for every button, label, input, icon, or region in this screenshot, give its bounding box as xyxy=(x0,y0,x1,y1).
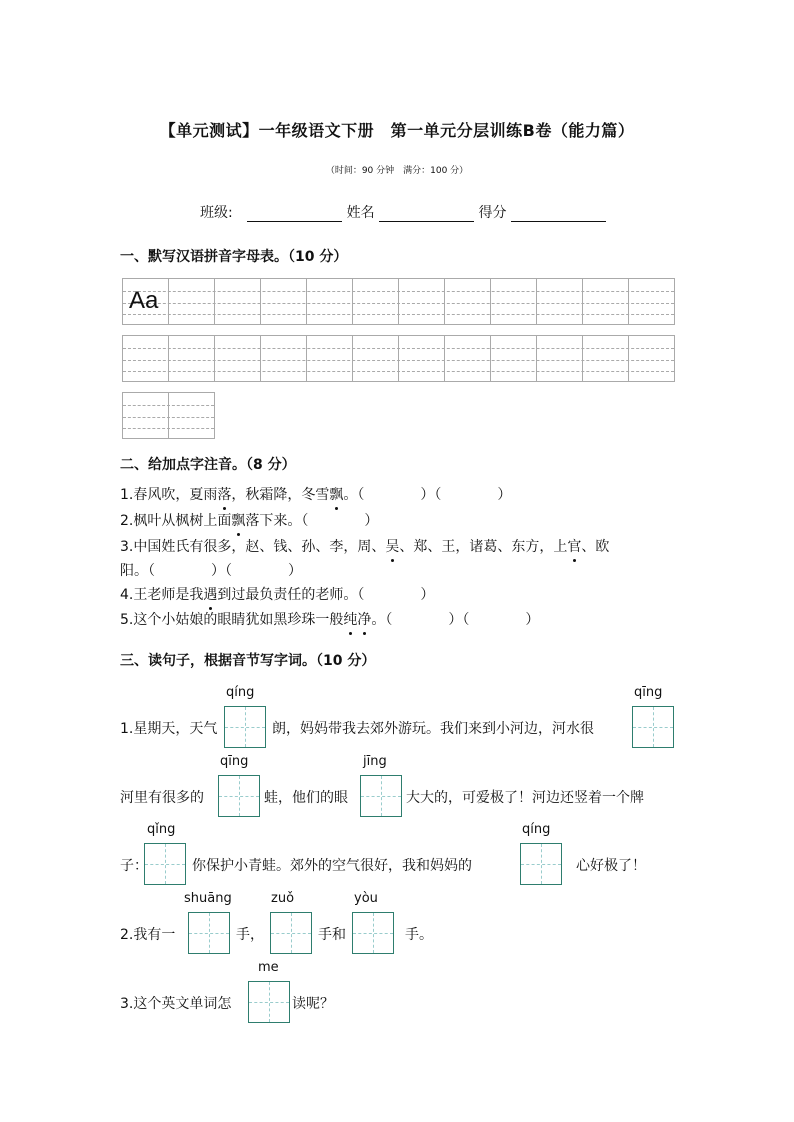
sentence-line-5a: 3.这个英文单词怎 xyxy=(120,996,232,1012)
dotted-char: 吴 xyxy=(385,536,399,556)
char-box[interactable] xyxy=(224,706,266,748)
score-blank[interactable] xyxy=(511,207,606,222)
char-box[interactable] xyxy=(144,843,186,885)
exam-info: （时间：90 分钟 满分：100 分） xyxy=(325,166,469,176)
score-label: 得分 xyxy=(478,205,507,221)
pinyin-grid-row-2[interactable] xyxy=(122,335,675,382)
pinyin-label: jīng xyxy=(363,754,387,769)
char-box[interactable] xyxy=(218,775,260,817)
dotted-char: 纯 xyxy=(343,609,357,629)
pinyin-grid-row-1[interactable] xyxy=(122,278,675,325)
section3-heading: 三、读句子，根据音节写字词。（10 分） xyxy=(120,653,376,669)
dotted-char: 落 xyxy=(217,484,231,504)
class-blank[interactable] xyxy=(247,207,342,222)
pinyin-label: shuāng xyxy=(184,891,232,906)
question-2-4: 4.王老师是我遇到过最负责任的老师。（ ） xyxy=(120,584,434,604)
char-box[interactable] xyxy=(352,912,394,954)
pinyin-grid-row-3[interactable] xyxy=(122,392,215,439)
sentence-line-3b: 你保护小青蛙。郊外的空气很好，我和妈妈的 xyxy=(192,858,472,874)
sentence-line-4c: 手和 xyxy=(318,927,346,943)
dotted-char: 净 xyxy=(357,609,371,629)
answer-parens[interactable]: 。（ ）（ ） xyxy=(371,612,540,628)
question-2-5: 5.这个小姑娘的眼睛犹如黑珍珠一般纯净。（ ）（ ） xyxy=(120,609,539,629)
pinyin-label: zuǒ xyxy=(271,891,295,906)
class-label: 班级: xyxy=(200,205,233,221)
char-box[interactable] xyxy=(270,912,312,954)
pinyin-label: me xyxy=(258,960,279,975)
section1-heading: 一、默写汉语拼音字母表。（10 分） xyxy=(120,249,348,265)
sentence-line-3c: 心好极了！ xyxy=(576,858,646,874)
dotted-char: 官 xyxy=(567,536,581,556)
dotted-char: 飘 xyxy=(329,484,343,504)
question-2-1: 1.春风吹，夏雨落，秋霜降，冬雪飘。（ ）（ ） xyxy=(120,484,511,504)
char-box[interactable] xyxy=(520,843,562,885)
sentence-line-4d: 手。 xyxy=(405,927,433,943)
sentence-line-2b: 蛙，他们的眼 xyxy=(264,790,348,806)
name-blank[interactable] xyxy=(379,207,474,222)
answer-parens[interactable]: 到过最负责任的老师。（ ） xyxy=(217,587,435,603)
sentence-line-4b: 手， xyxy=(236,927,264,943)
char-box[interactable] xyxy=(632,706,674,748)
section2-heading: 二、给加点字注音。（8 分） xyxy=(120,457,296,473)
dotted-char: 遇 xyxy=(203,584,217,604)
sentence-line-5b: 读呢？ xyxy=(292,996,334,1012)
name-label: 姓名 xyxy=(346,205,375,221)
pinyin-label: qíng xyxy=(522,822,551,837)
question-2-2: 2.枫叶从枫树上面飘落下来。（ ） xyxy=(120,510,378,530)
sentence-line-1b: 朗，妈妈带我去郊外游玩。我们来到小河边，河水很 xyxy=(272,721,594,737)
sentence-line-4a: 2.我有一 xyxy=(120,927,176,943)
answer-parens[interactable]: 。（ ）（ ） xyxy=(343,487,512,503)
student-info-row xyxy=(200,202,606,222)
question-2-3: 3.中国姓氏有很多，赵、钱、孙、李，周、吴、郑、王，诸葛、东方，上官、欧 xyxy=(120,536,609,556)
pinyin-label: qīng xyxy=(220,754,249,769)
sentence-line-3a: 子： xyxy=(120,858,148,874)
char-box[interactable] xyxy=(360,775,402,817)
dotted-char: 飘 xyxy=(231,510,245,530)
pinyin-label: qíng xyxy=(226,685,255,700)
pinyin-label: qǐng xyxy=(147,822,176,837)
sample-letters: Aa xyxy=(129,287,159,314)
sentence-line-1a: 1.星期天，天气 xyxy=(120,721,218,737)
char-box[interactable] xyxy=(248,981,290,1023)
sentence-line-2c: 大大的，可爱极了！河边还竖着一个牌 xyxy=(406,790,644,806)
pinyin-label: qīng xyxy=(634,685,663,700)
pinyin-label: yòu xyxy=(354,891,378,906)
question-2-3-cont[interactable]: 阳。（ ）（ ） xyxy=(120,563,302,579)
answer-parens[interactable]: 落下来。（ ） xyxy=(245,513,379,529)
char-box[interactable] xyxy=(188,912,230,954)
page-title: 【单元测试】一年级语文下册 第一单元分层训练B卷（能力篇） xyxy=(159,121,635,140)
sentence-line-2a: 河里有很多的 xyxy=(120,790,204,806)
